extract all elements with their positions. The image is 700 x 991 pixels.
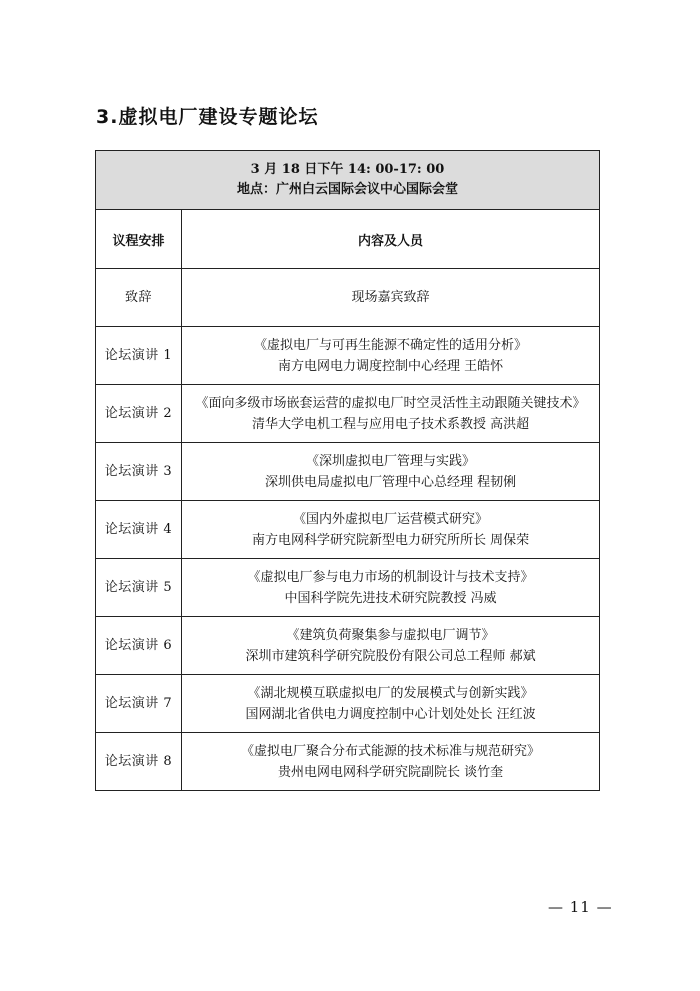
table-header-row bbox=[96, 210, 600, 269]
agenda-content bbox=[182, 617, 600, 675]
table-row bbox=[96, 385, 600, 443]
agenda-item: 论坛演讲 4 bbox=[96, 501, 182, 559]
table-row bbox=[96, 501, 600, 559]
table-row bbox=[96, 733, 600, 791]
agenda-content bbox=[182, 675, 600, 733]
talk-title: 《虚拟电厂参与电力市场的机制设计与技术支持》 bbox=[247, 569, 534, 585]
agenda-item: 论坛演讲 3 bbox=[96, 443, 182, 501]
speaker-info: 贵州电网电网科学研究院副院长 谈竹奎 bbox=[277, 764, 504, 780]
talk-title: 《国内外虚拟电厂运营模式研究》 bbox=[293, 511, 489, 527]
session-info-cell bbox=[96, 151, 600, 210]
agenda-item: 论坛演讲 2 bbox=[96, 385, 182, 443]
talk-title: 《虚拟电厂与可再生能源不确定性的适用分析》 bbox=[254, 337, 528, 353]
agenda-item: 致辞 bbox=[96, 269, 182, 327]
table-row bbox=[96, 269, 600, 327]
agenda-content bbox=[182, 443, 600, 501]
talk-title: 《深圳虚拟电厂管理与实践》 bbox=[306, 453, 476, 469]
speaker-info: 清华大学电机工程与应用电子技术系教授 高洪超 bbox=[251, 416, 530, 432]
agenda-item: 论坛演讲 7 bbox=[96, 675, 182, 733]
agenda-content bbox=[182, 327, 600, 385]
speaker-info: 深圳市建筑科学研究院股份有限公司总工程师 郝斌 bbox=[245, 648, 536, 664]
table-row bbox=[96, 559, 600, 617]
table-row bbox=[96, 675, 600, 733]
speaker-info: 南方电网电力调度控制中心经理 王皓怀 bbox=[277, 358, 504, 374]
column-header-content: 内容及人员 bbox=[182, 210, 600, 269]
talk-title: 《面向多级市场嵌套运营的虚拟电厂时空灵活性主动跟随关键技术》 bbox=[195, 395, 586, 411]
table-row bbox=[96, 617, 600, 675]
column-header-agenda: 议程安排 bbox=[96, 210, 182, 269]
speaker-info: 深圳供电局虚拟电厂管理中心总经理 程韧俐 bbox=[264, 474, 517, 490]
agenda-item: 论坛演讲 1 bbox=[96, 327, 182, 385]
agenda-content bbox=[182, 733, 600, 791]
speaker-info: 南方电网科学研究院新型电力研究所所长 周保荣 bbox=[251, 532, 530, 548]
agenda-table bbox=[95, 150, 600, 791]
speaker-info: 中国科学院先进技术研究院教授 冯威 bbox=[284, 590, 497, 606]
talk-title: 《虚拟电厂聚合分布式能源的技术标准与规范研究》 bbox=[241, 743, 541, 759]
talk-title: 现场嘉宾致辞 bbox=[351, 290, 430, 305]
speaker-info: 国网湖北省供电力调度控制中心计划处处长 汪红波 bbox=[245, 706, 536, 722]
agenda-item: 论坛演讲 6 bbox=[96, 617, 182, 675]
agenda-content bbox=[182, 559, 600, 617]
agenda-content bbox=[182, 269, 600, 327]
session-time: 3 月 18 日下午 14: 00-17: 00 bbox=[250, 162, 445, 177]
talk-title: 《湖北规模互联虚拟电厂的发展模式与创新实践》 bbox=[247, 685, 534, 701]
table-row bbox=[96, 443, 600, 501]
agenda-content bbox=[182, 385, 600, 443]
session-location: 地点：广州白云国际会议中心国际会堂 bbox=[237, 182, 459, 197]
section-title: 3.虚拟电厂建设专题论坛 bbox=[96, 106, 319, 128]
agenda-item: 论坛演讲 8 bbox=[96, 733, 182, 791]
agenda-item: 论坛演讲 5 bbox=[96, 559, 182, 617]
table-row bbox=[96, 327, 600, 385]
agenda-content bbox=[182, 501, 600, 559]
page-number: — 11 — bbox=[548, 898, 613, 916]
talk-title: 《建筑负荷聚集参与虚拟电厂调节》 bbox=[286, 627, 495, 643]
session-info-row bbox=[96, 151, 600, 210]
